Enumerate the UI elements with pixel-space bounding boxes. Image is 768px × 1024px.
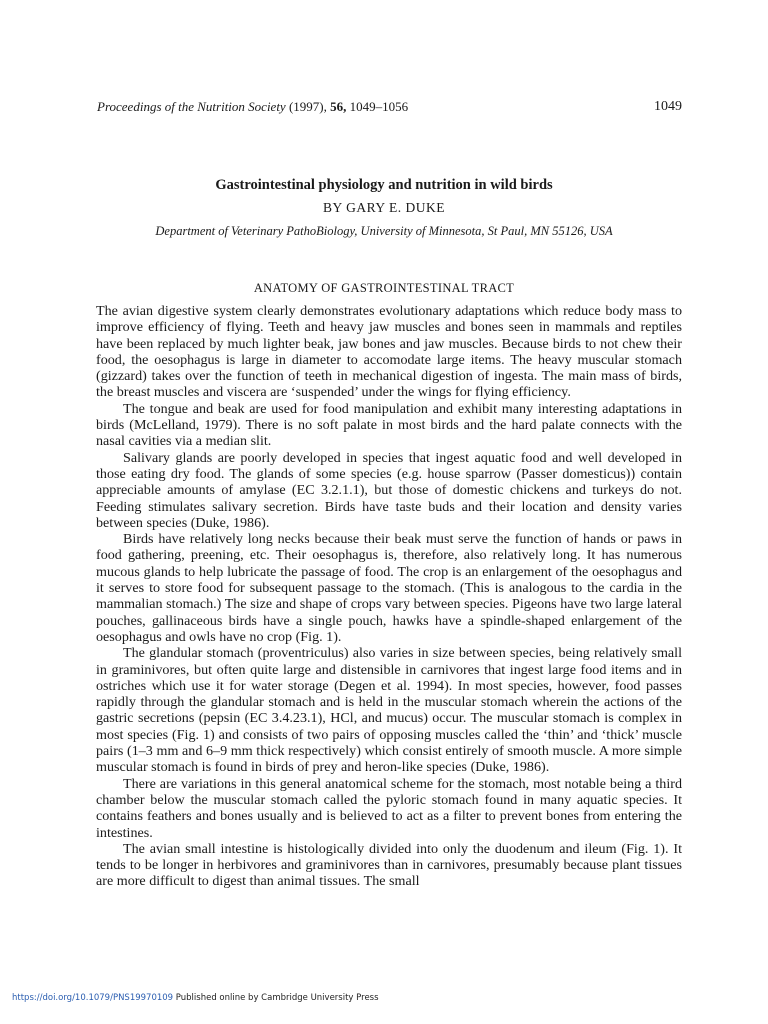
paragraph: Salivary glands are poorly developed in species that ingest aquatic food and well developed in those eating dry food. The glands of some species (e.g. house sparrow (Passer domesticus)) contain appreciable amounts of amylase (EC 3.2.1.1), but those of domestic chickens and turkeys do not. Feeding stimulates salivary secretion. Birds have taste buds and their location and density varies between species (Duke, 1986).	[96, 449, 682, 531]
paragraph: There are variations in this general anatomical scheme for the stomach, most notable being a third chamber below the muscular stomach called the pyloric stomach found in many aquatic species. It contains feathers and bones usually and is believed to act as a filter to prevent bones from entering the intestines.	[96, 775, 682, 841]
journal-pages: 1049–1056	[349, 99, 409, 114]
journal-name: Proceedings of the Nutrition Society	[97, 99, 286, 114]
journal-year: (1997),	[288, 99, 327, 114]
paragraph: The glandular stomach (proventriculus) also varies in size between species, being relatively small in graminivores, but often quite large and distensible in carnivores that ingest large food items and in ostriches which use it for water storage (Degen et al. 1994). In most species, however, food passes rapidly through the glandular stomach and is held in the muscular stomach wherein the actions of the gastric secretions (pepsin (EC 3.4.23.1), HCl, and mucus) occur. The muscular stomach is complex in most species (Fig. 1) and consists of two pairs of opposing muscles called the ‘thin’ and ‘thick’ muscle pairs (1–3 mm and 6–9 mm thick respectively) which consist entirely of smooth muscle. A more simple muscular stomach is found in birds of prey and heron-like species (Duke, 1986).	[96, 645, 682, 776]
article-author: BY GARY E. DUKE	[323, 200, 445, 215]
body-text	[96, 303, 682, 890]
paragraph: The avian digestive system clearly demonstrates evolutionary adaptations which reduce body mass to improve efficiency of flying. Teeth and heavy jaw muscles and bones seen in mammals and reptiles have been replaced by much lighter beak, jaw bones and jaw muscles. Because birds to not chew their food, the oesophagus is large in diameter to accomodate large items. The heavy muscular stomach (gizzard) takes over the function of teeth in mechanical digestion of ingesta. The main mass of birds, the breast muscles and viscera are ‘suspended’ under the wings for flying efficiency.	[96, 303, 682, 401]
paragraph: The tongue and beak are used for food manipulation and exhibit many interesting adaptations in birds (McLelland, 1979). There is no soft palate in most birds and the hard palate connects with the nasal cavities via a median slit.	[96, 400, 682, 450]
article-title: Gastrointestinal physiology and nutrition in wild birds	[215, 177, 553, 193]
journal-volume: 56,	[330, 99, 347, 114]
author-affiliation: Department of Veterinary PathoBiology, University of Minnesota, St Paul, MN 55126, USA	[155, 224, 613, 238]
published-note: Published online by Cambridge University Press	[173, 993, 379, 1003]
section-heading: ANATOMY OF GASTROINTESTINAL TRACT	[253, 281, 515, 295]
footer	[12, 993, 379, 1003]
page-number: 1049	[654, 99, 682, 114]
paragraph: The avian small intestine is histologically divided into only the duodenum and ileum (Fig. 1). It tends to be longer in herbivores and graminivores than in carnivores, presumably because plant tissues are more difficult to digest than animal tissues. The small	[96, 840, 682, 890]
running-header	[97, 98, 682, 116]
paragraph: Birds have relatively long necks because their beak must serve the function of hands or paws in food gathering, preening, etc. Their oesophagus is, therefore, also relatively long. It has numerous mucous glands to help lubricate the passage of food. The crop is an enlargement of the oesophagus and it serves to store food for subsequent passage to the stomach. (This is analogous to the cardia in the mammalian stomach.) The size and shape of crops vary between species. Pigeons have two large lateral pouches, gallinaceous birds have a single pouch, hawks have a spindle-shaped enlargement of the oesophagus and owls have no crop (Fig. 1).	[96, 531, 682, 645]
doi-link[interactable]: https://doi.org/10.1079/PNS19970109	[12, 993, 174, 1003]
